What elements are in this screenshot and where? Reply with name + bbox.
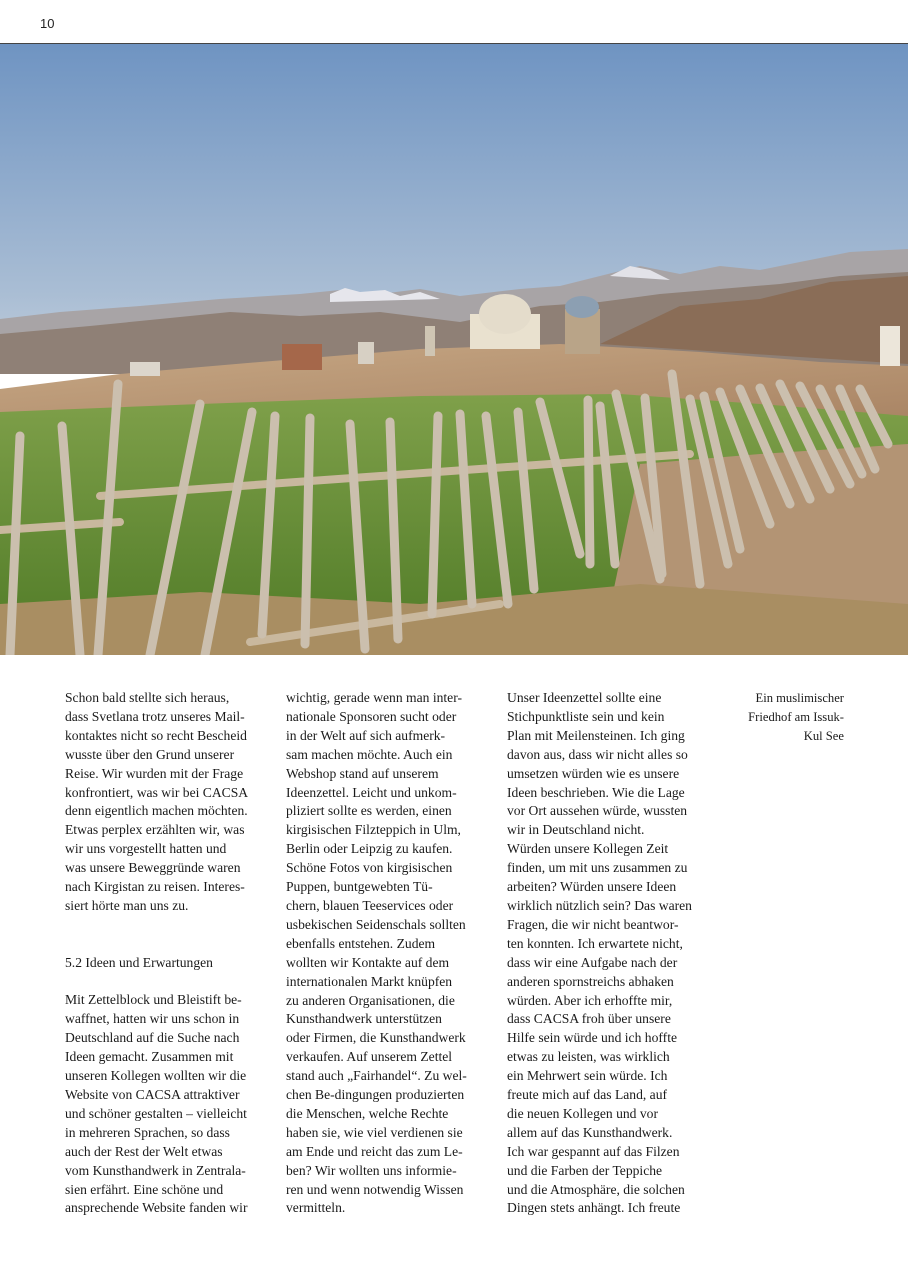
body-line: Ich war gespannt auf das Filzen xyxy=(507,1143,680,1159)
body-line: konfrontiert, was wir bei CACSA xyxy=(65,784,249,800)
body-line: internationalen Markt knüpfen xyxy=(286,973,453,989)
caption-line: Friedhof am Issuk- xyxy=(748,709,844,724)
body-line: Plan mit Meilensteinen. Ich ging xyxy=(507,727,685,743)
body-line: Schöne Fotos von kirgisischen xyxy=(286,860,453,876)
body-line: würden. Aber ich erhoffte mir, xyxy=(507,992,673,1008)
body-line: kirgisischen Filzteppich in Ulm, xyxy=(286,822,461,838)
body-line: ein Mehrwert sein würde. Ich xyxy=(507,1068,668,1084)
body-line: chen Be-dingungen produzierten xyxy=(286,1087,465,1103)
body-line: ebenfalls entstehen. Zudem xyxy=(286,935,436,951)
body-line: vor Ort aussehen würde, wussten xyxy=(507,803,688,819)
body-line: nach Kirgistan zu reisen. Interes- xyxy=(65,879,245,895)
body-line: denn eigentlich machen möchten. xyxy=(65,803,248,819)
body-line: und die Atmosphäre, die solchen xyxy=(507,1181,685,1197)
body-line: vermitteln. xyxy=(286,1200,346,1216)
body-line: pliziert sollte es werden, einen xyxy=(286,803,452,819)
body-line: Ideen gemacht. Zusammen mit xyxy=(65,1049,234,1065)
body-line: auch der Rest der Welt etwas xyxy=(65,1143,223,1159)
body-line: umsetzen würden wie es unsere xyxy=(507,765,680,781)
caption-line: Ein muslimischer xyxy=(755,691,844,705)
body-line: Kunsthandwerk unterstützen xyxy=(286,1011,442,1027)
body-line: Fragen, die wir nicht beantwor- xyxy=(507,916,679,932)
body-line: dass Svetlana trotz unseres Mail- xyxy=(65,708,245,724)
body-line: Website von CACSA attraktiver xyxy=(65,1087,240,1102)
body-line: oder Firmen, die Kunsthandwerk xyxy=(286,1030,466,1046)
body-line: ansprechende Website fanden wir xyxy=(65,1200,248,1216)
body-line: dass CACSA froh über unsere xyxy=(507,1011,671,1027)
landscape-photo xyxy=(0,44,908,655)
body-line: Ideen beschrieben. Wie die Lage xyxy=(507,784,685,800)
body-line: wirklich nützlich sein? Das waren xyxy=(507,897,692,913)
body-line: Stichpunktliste sein und kein xyxy=(507,708,665,724)
body-line: vom Kunsthandwerk in Zentrala- xyxy=(65,1162,246,1178)
body-line: Reise. Wir wurden mit der Frage xyxy=(65,765,244,781)
body-line: Schon bald stellte sich heraus, xyxy=(65,690,230,705)
body-line: allem auf das Kunsthandwerk. xyxy=(507,1124,673,1140)
body-line: davon aus, dass wir nicht alles so xyxy=(507,746,688,762)
body-line: Unser Ideenzettel sollte eine xyxy=(507,690,662,705)
body-line: ren und wenn notwendig Wissen xyxy=(286,1181,464,1197)
body-line: Berlin oder Leipzig zu kaufen. xyxy=(286,841,453,857)
body-line: waffnet, hatten wir uns schon in xyxy=(65,1011,240,1027)
body-line: verkaufen. Auf unserem Zettel xyxy=(286,1049,453,1065)
body-line: Deutschland auf die Suche nach xyxy=(65,1030,240,1046)
body-line: Etwas perplex erzählten wir, was xyxy=(65,822,245,838)
section-heading: 5.2 Ideen und Erwartungen xyxy=(65,954,213,970)
body-line: zu anderen Organisationen, die xyxy=(286,992,455,1008)
page-number: 10 xyxy=(40,16,55,31)
body-line: Ideenzettel. Leicht und unkom- xyxy=(286,784,457,800)
body-line: am Ende und reicht das zum Le- xyxy=(286,1143,463,1159)
body-line: Würden unsere Kollegen Zeit xyxy=(507,841,669,857)
body-line: in der Welt auf sich aufmerk- xyxy=(286,727,446,743)
body-line: die Menschen, welche Rechte xyxy=(286,1105,449,1121)
body-line: stand auch „Fairhandel“. Zu wel- xyxy=(286,1068,467,1084)
body-line: kontaktes nicht so recht Bescheid xyxy=(65,727,247,743)
body-line: finden, um mit uns zusammen zu xyxy=(507,860,688,876)
body-line: sam machen möchte. Auch ein xyxy=(286,746,453,762)
body-line: ben? Wir wollten uns informie- xyxy=(286,1162,457,1178)
photo-caption xyxy=(694,689,844,746)
body-line: chern, blauen Teeservices oder xyxy=(286,897,454,913)
body-line: Puppen, buntgewebten Tü- xyxy=(286,879,433,895)
body-line: Hilfe sein würde und ich hoffte xyxy=(507,1030,678,1046)
body-line: siert hörte man uns zu. xyxy=(65,897,189,913)
body-line: ten konnten. Ich erwartete nicht, xyxy=(507,935,683,951)
body-line: wichtig, gerade wenn man inter- xyxy=(286,690,463,705)
body-line: wir uns vorgestellt hatten und xyxy=(65,841,227,857)
body-line: dass wir eine Aufgabe nach der xyxy=(507,954,678,970)
body-line: etwas zu leisten, was wirklich xyxy=(507,1049,670,1065)
body-line: arbeiten? Würden unsere Ideen xyxy=(507,879,677,895)
text-column-1 xyxy=(65,689,270,1218)
body-line: anderen spornstreichs abhaken xyxy=(507,973,674,989)
body-line: Dingen stets anhängt. Ich freute xyxy=(507,1200,681,1216)
body-line: und die Farben der Teppiche xyxy=(507,1162,663,1178)
body-line: sien erfährt. Eine schöne und xyxy=(65,1181,224,1197)
body-line: und schöner gestalten – vielleicht xyxy=(65,1105,247,1121)
body-line: was unsere Beweggründe waren xyxy=(65,860,241,876)
body-line: wir in Deutschland nicht. xyxy=(507,822,645,838)
body-line: nationale Sponsoren sucht oder xyxy=(286,708,457,724)
caption-line: Kul See xyxy=(803,728,844,743)
text-column-3 xyxy=(507,689,712,1218)
body-line: haben sie, wie viel verdienen sie xyxy=(286,1124,463,1140)
body-line: Mit Zettelblock und Bleistift be- xyxy=(65,992,242,1008)
body-line: unseren Kollegen wollten wir die xyxy=(65,1068,247,1084)
body-line: wollten wir Kontakte auf dem xyxy=(286,954,450,970)
body-line: die neuen Kollegen und vor xyxy=(507,1105,658,1121)
body-line: freute mich auf das Land, auf xyxy=(507,1087,668,1103)
text-column-2 xyxy=(286,689,491,1218)
body-line: Webshop stand auf unserem xyxy=(286,765,439,781)
body-line: wusste über den Grund unserer xyxy=(65,746,235,762)
body-line: usbekischen Seidenschals sollten xyxy=(286,916,466,932)
body-line: in mehreren Sprachen, so dass xyxy=(65,1124,230,1140)
